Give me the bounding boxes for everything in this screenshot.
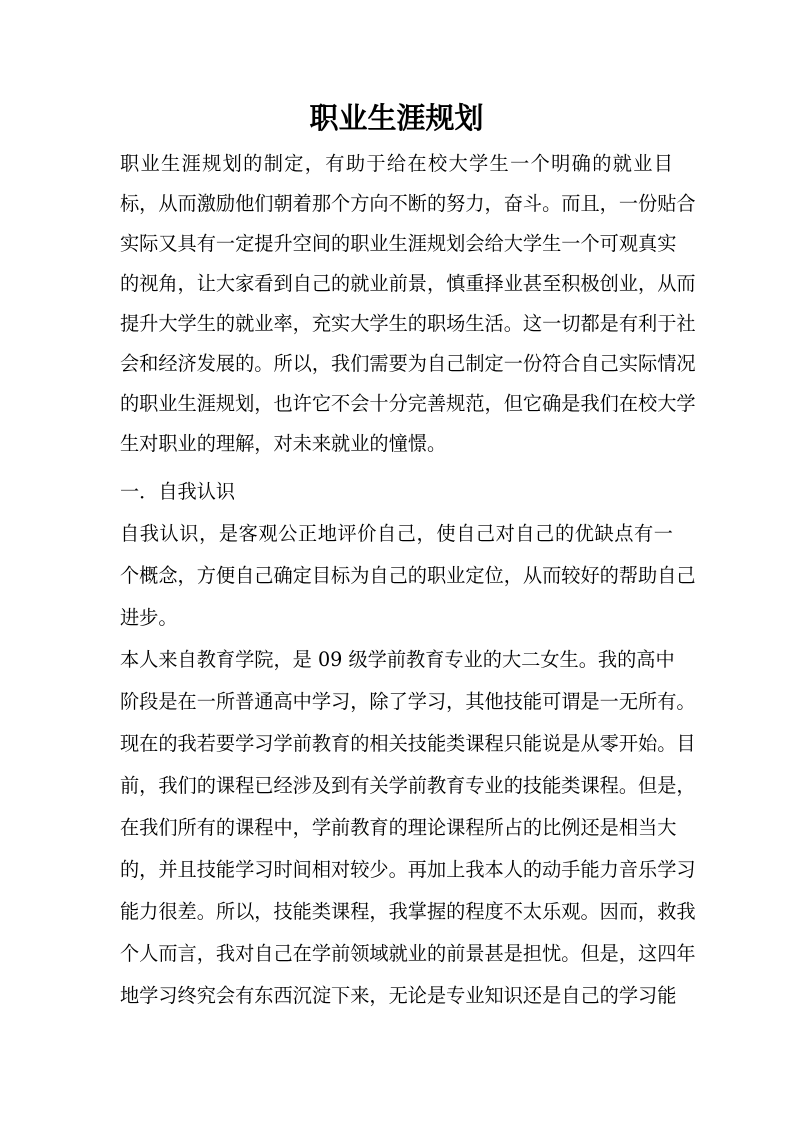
paragraph-line: 的，并且技能学习时间相对较少。再加上我本人的动手能力音乐学习 <box>120 858 696 881</box>
paragraph-line: 的职业生涯规划，也许它不会十分完善规范，但它确是我们在校大学 <box>120 392 696 415</box>
paragraph-line: 职业生涯规划的制定，有助于给在校大学生一个明确的就业目 <box>120 152 673 175</box>
paragraph-line: 的视角，让大家看到自己的就业前景，慎重择业甚至积极创业，从而 <box>120 272 696 295</box>
paragraph-line: 提升大学生的就业率，充实大学生的职场生活。这一切都是有利于社 <box>120 312 696 335</box>
paragraph-line: 个概念，方便自己确定目标为自己的职业定位，从而较好的帮助自己 <box>120 564 696 587</box>
paragraph-line: 生对职业的理解，对未来就业的憧憬。 <box>120 432 447 455</box>
paragraph-line: 在我们所有的课程中，学前教育的理论课程所占的比例还是相当大 <box>120 816 677 839</box>
section-heading: 一．自我认识 <box>120 480 236 503</box>
paragraph-line: 能力很差。所以，技能类课程，我掌握的程度不太乐观。因而，救我 <box>120 900 696 923</box>
paragraph-line: 自我认识，是客观公正地评价自己，使自己对自己的优缺点有一 <box>120 522 673 545</box>
paragraph-line: 会和经济发展的。所以，我们需要为自己制定一份符合自己实际情况 <box>120 352 696 375</box>
paragraph-line: 个人而言，我对自己在学前领域就业的前景甚是担忧。但是，这四年 <box>120 942 696 965</box>
paragraph-line: 进步。 <box>120 606 178 629</box>
paragraph-line: 地学习终究会有东西沉淀下来，无论是专业知识还是自己的学习能 <box>120 984 677 1007</box>
paragraph-line: 实际又具有一定提升空间的职业生涯规划会给大学生一个可观真实 <box>120 232 677 255</box>
paragraph-line: 阶段是在一所普通高中学习，除了学习，其他技能可谓是一无所有。 <box>120 690 696 713</box>
document-title: 职业生涯规划 <box>309 101 484 135</box>
paragraph-line: 现在的我若要学习学前教育的相关技能类课程只能说是从零开始。目 <box>120 732 696 755</box>
paragraph-line: 前，我们的课程已经涉及到有关学前教育专业的技能类课程。但是， <box>120 774 696 797</box>
paragraph-line: 本人来自教育学院，是 09 级学前教育专业的大二女生。我的高中 <box>120 648 675 671</box>
paragraph-line: 标，从而激励他们朝着那个方向不断的努力，奋斗。而且，一份贴合 <box>120 192 696 215</box>
